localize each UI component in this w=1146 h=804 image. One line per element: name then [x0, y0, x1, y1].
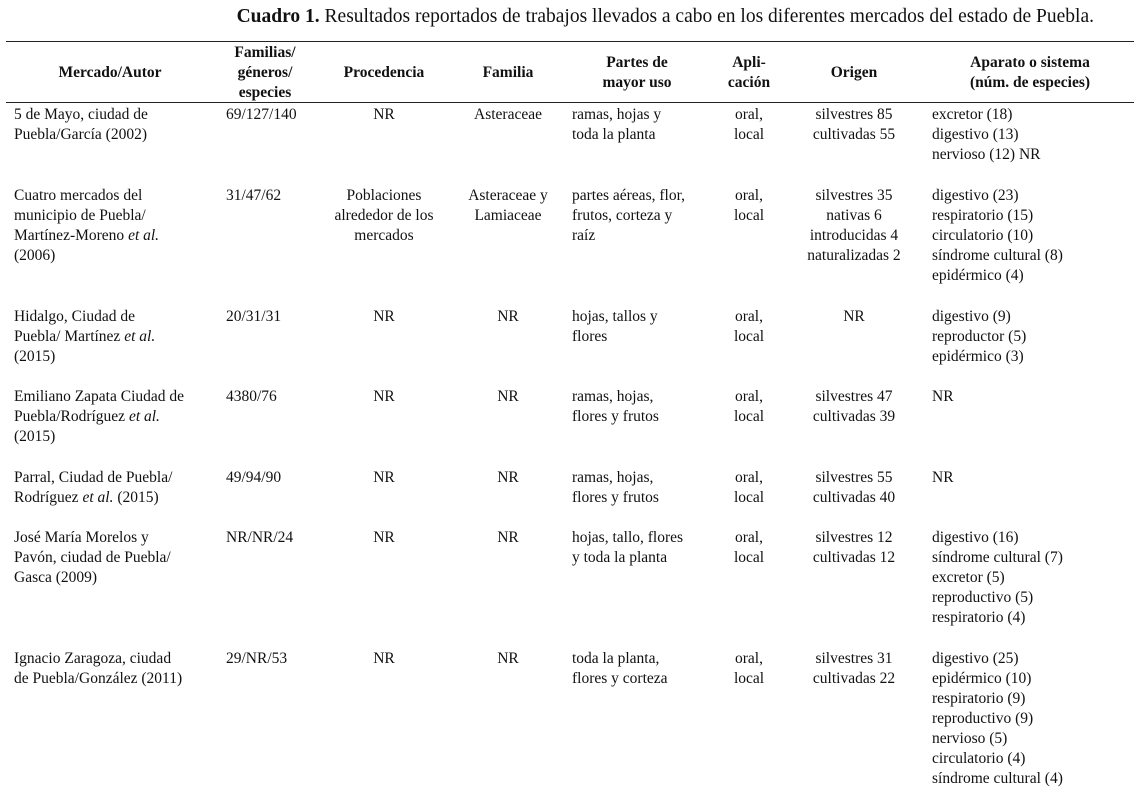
et-al-text: et al.	[128, 408, 160, 425]
cell-aplicacion: oral, local	[733, 388, 765, 425]
caption-label: Cuadro 1.	[236, 6, 320, 27]
cell-procedencia: NR	[373, 308, 395, 325]
cell-familia: NR	[497, 529, 519, 546]
header-origen: Origen	[830, 64, 878, 81]
cell-origen: silvestres 31 cultivadas 22	[812, 650, 896, 687]
cell-procedencia: NR	[373, 650, 395, 667]
cell-mercado	[14, 387, 219, 447]
mercado-autor-text: Cuatro mercados del municipio de Puebla/ Martínez-Moreno	[14, 187, 146, 244]
table-caption	[237, 5, 1094, 29]
cell-familias: 29/NR/53	[226, 650, 288, 667]
cell-origen: silvestres 35 nativas 6 introducidas 4 naturalizadas 2	[807, 187, 901, 264]
table-top-rule	[6, 41, 1134, 42]
cell-origen: silvestres 12 cultivadas 12	[812, 529, 896, 566]
cell-aparato: excretor (18) digestivo (13) nervioso (12) NR	[932, 106, 1041, 163]
cell-procedencia: NR	[373, 529, 395, 546]
cell-aparato: digestivo (9) reproductor (5) epidérmico (3)	[932, 308, 1027, 365]
cell-partes: ramas, hojas, flores y frutos	[572, 469, 659, 506]
header-familia: Familia	[482, 64, 534, 81]
mercado-autor-text: Hidalgo, Ciudad de Puebla/ Martínez	[14, 308, 135, 345]
mercado-autor-text: 5 de Mayo, ciudad de Puebla/García (2002)	[14, 106, 148, 143]
cell-familias: 20/31/31	[226, 308, 282, 325]
cell-origen: silvestres 55 cultivadas 40	[812, 469, 896, 506]
cell-familias: NR/NR/24	[226, 529, 294, 546]
cell-aplicacion: oral, local	[733, 650, 765, 687]
cell-aparato: NR	[932, 469, 954, 486]
cell-procedencia: NR	[373, 106, 395, 123]
cell-partes: partes aéreas, flor, frutos, corteza y raíz	[572, 187, 685, 244]
cell-aparato: digestivo (23) respiratorio (15) circulatorio (10) síndrome cultural (8) epidérmico (4)	[932, 187, 1063, 284]
cell-familias: 31/47/62	[226, 187, 282, 204]
cell-partes: ramas, hojas, flores y frutos	[572, 388, 659, 425]
mercado-autor-text: Emiliano Zapata Ciudad de Puebla/Rodríguez	[14, 388, 185, 425]
cell-aparato: digestivo (25) epidérmico (10) respiratorio (9) reproductivo (9) nervioso (5) circulatorio (4) síndrome cultural (4)	[932, 650, 1063, 787]
cell-aplicacion: oral, local	[733, 187, 765, 224]
cell-aplicacion: oral, local	[733, 529, 765, 566]
cell-familia: NR	[497, 650, 519, 667]
cell-procedencia: NR	[373, 388, 395, 405]
year-text: (2006)	[14, 247, 56, 264]
year-text: (2015)	[14, 428, 56, 445]
cell-familia: NR	[497, 388, 519, 405]
header-procedencia: Procedencia	[343, 64, 425, 81]
year-text: (2015)	[113, 489, 159, 506]
cell-aplicacion: oral, local	[733, 106, 765, 143]
cell-partes: hojas, tallos y flores	[572, 308, 658, 345]
cell-mercado	[14, 186, 219, 266]
mercado-autor-text: Ignacio Zaragoza, ciudad de Puebla/González (2011)	[14, 650, 183, 687]
cell-aparato: digestivo (16) síndrome cultural (7) excretor (5) reproductivo (5) respiratorio (4)	[932, 529, 1063, 626]
et-al-text: et al.	[124, 328, 156, 345]
cell-familias: 69/127/140	[226, 106, 297, 123]
cell-aplicacion: oral, local	[733, 308, 765, 345]
cell-procedencia: Poblaciones alrededor de los mercados	[334, 187, 434, 244]
et-al-text: et al.	[82, 489, 114, 506]
cell-aparato: NR	[932, 388, 954, 405]
cell-familia: NR	[497, 469, 519, 486]
cell-familia: NR	[497, 308, 519, 325]
header-partes-de-mayor-uso: Partes de mayor uso	[602, 54, 672, 91]
cell-mercado	[14, 528, 219, 588]
cell-mercado	[14, 105, 219, 145]
cell-procedencia: NR	[373, 469, 395, 486]
cell-mercado	[14, 307, 219, 367]
mercado-autor-text: Parral, Ciudad de Puebla/ Rodríguez	[14, 469, 173, 506]
cell-familias: 4380/76	[226, 388, 277, 405]
year-text: (2015)	[14, 348, 56, 365]
header-aparato-o-sistema: Aparato o sistema (núm. de especies)	[969, 54, 1091, 91]
cell-mercado	[14, 649, 219, 689]
cell-partes: hojas, tallo, flores y toda la planta	[572, 529, 684, 566]
header-aplicacion: Apli- cación	[727, 54, 771, 91]
cell-origen: silvestres 85 cultivadas 55	[812, 106, 896, 143]
caption-text: Resultados reportados de trabajos llevados a cabo en los diferentes mercados del estado de Puebla.	[324, 6, 1094, 27]
cell-origen: NR	[843, 308, 865, 325]
header-mercado-autor: Mercado/Autor	[58, 64, 162, 81]
et-al-text: et al.	[128, 227, 160, 244]
cell-partes: toda la planta, flores y corteza	[572, 650, 668, 687]
cell-familias: 49/94/90	[226, 469, 282, 486]
cell-partes: ramas, hojas y toda la planta	[572, 106, 662, 143]
mercado-autor-text: José María Morelos y Pavón, ciudad de Puebla/ Gasca (2009)	[14, 529, 171, 586]
cell-familia: Asteraceae	[474, 106, 542, 123]
cell-mercado	[14, 468, 219, 508]
table-header-rule	[6, 102, 1134, 103]
cell-origen: silvestres 47 cultivadas 39	[812, 388, 896, 425]
cell-aplicacion: oral, local	[733, 469, 765, 506]
cell-familia: Asteraceae y Lamiaceae	[468, 187, 548, 224]
header-familias-generos-especies: Familias/ géneros/ especies	[234, 44, 296, 101]
